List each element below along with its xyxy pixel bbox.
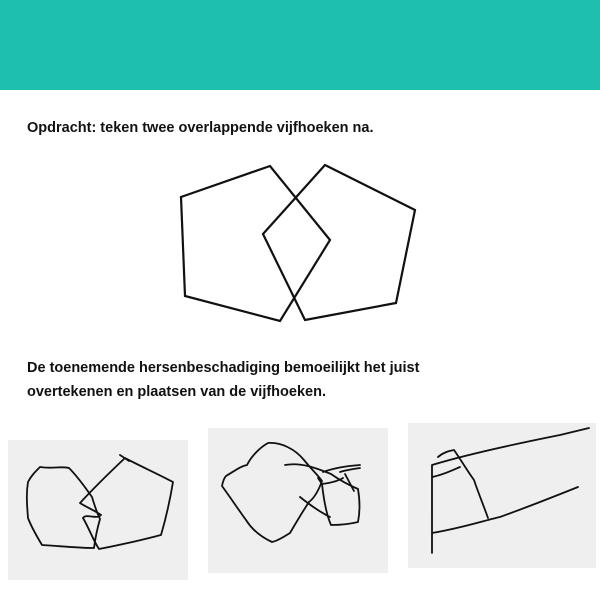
sketch-panel-1: [8, 440, 188, 580]
instruction-text: Opdracht: teken twee overlappende vijfhoeken na.: [27, 120, 374, 136]
header-background: [0, 0, 600, 90]
sketch-panel-3: [408, 423, 596, 568]
model-pentagons: [181, 165, 415, 321]
left-pentagon: [181, 166, 330, 321]
caption-text: [27, 356, 587, 404]
caption-line-1: De toenemende hersenbeschadiging bemoeilijkt het juist: [27, 360, 420, 376]
sketch-panel-2: [208, 428, 388, 573]
caption-line-2: overtekenen en plaatsen van de vijfhoeken.: [27, 384, 326, 400]
right-pentagon: [263, 165, 415, 320]
